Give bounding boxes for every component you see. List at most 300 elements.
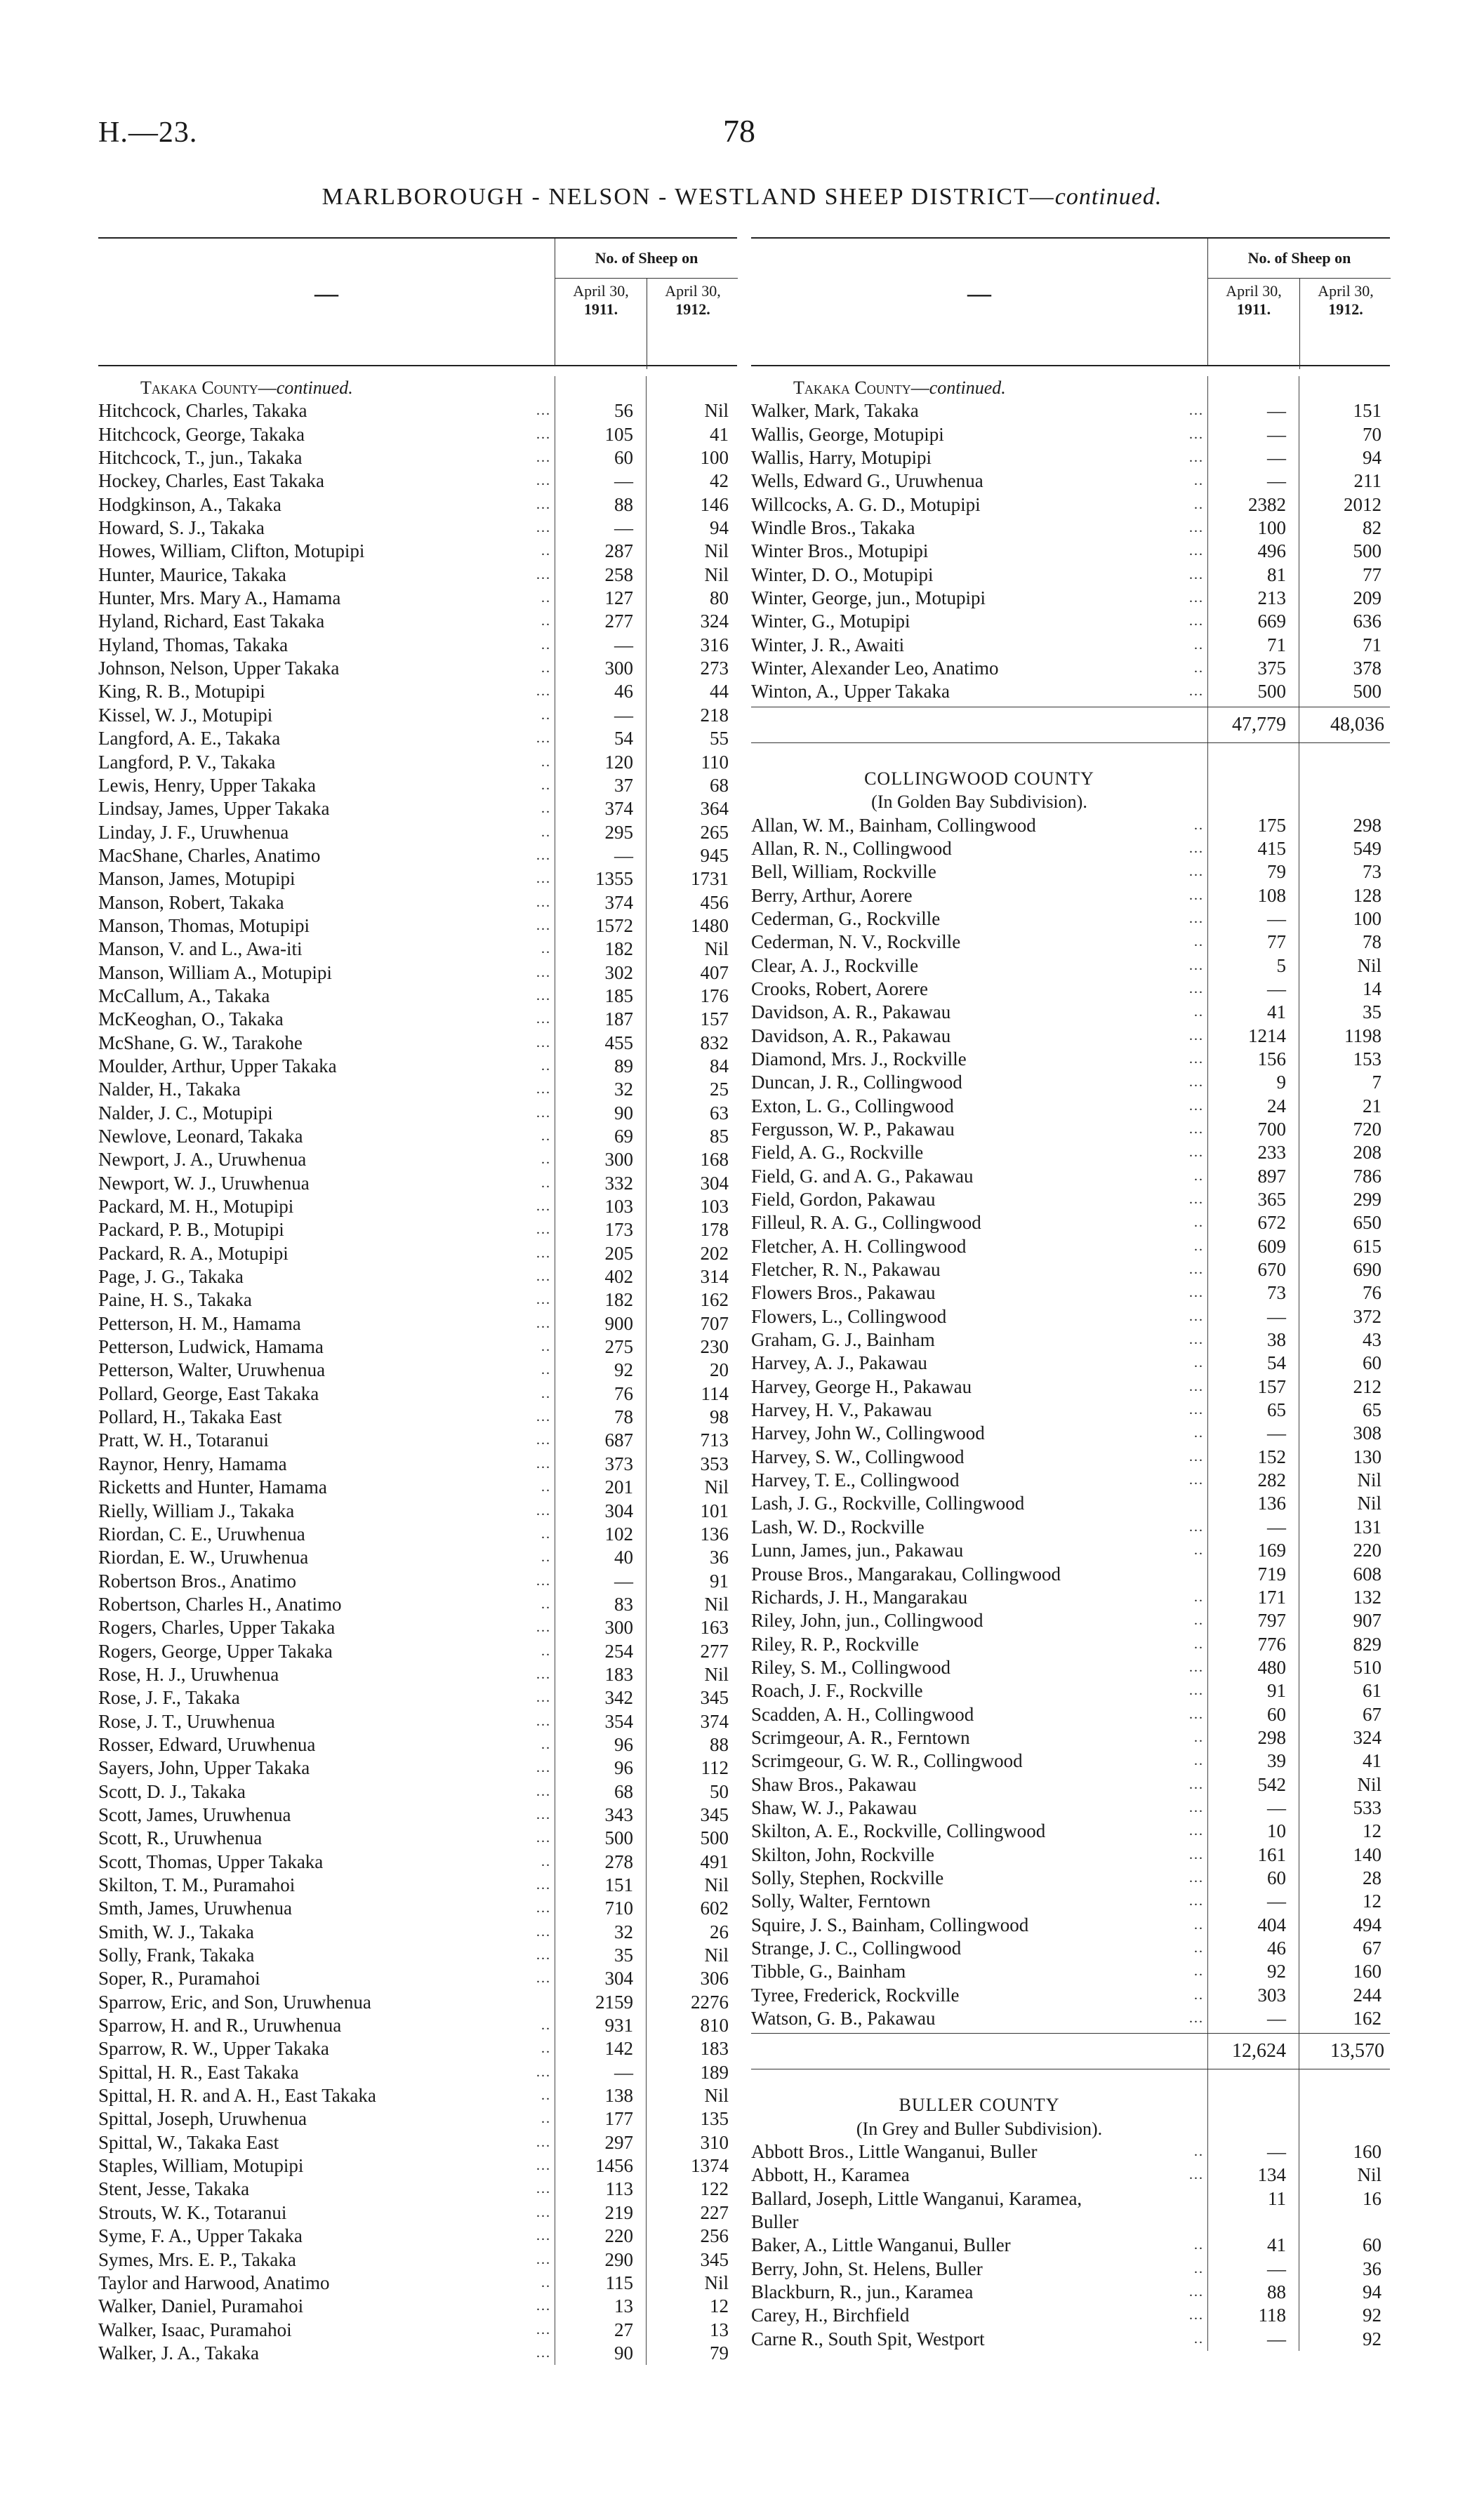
leader-dots: ...: [1189, 887, 1204, 903]
leader-dots: ...: [1189, 1074, 1204, 1091]
table-row: [751, 2304, 1390, 2327]
year2-date: April 30,: [665, 282, 721, 300]
owner-name: Hitchcock, T., jun., Takaka: [98, 447, 303, 469]
sheep-1911: 185: [604, 985, 633, 1006]
owner-name: Field, A. G., Rockville: [751, 1142, 924, 1164]
leader-dots: ..: [541, 1853, 551, 1869]
sheep-1911: 496: [1257, 540, 1286, 562]
table-row: [98, 1851, 737, 1874]
leader-dots: ..: [541, 2088, 551, 2104]
sheep-1911: —: [1267, 1305, 1286, 1327]
owner-name: Buller: [751, 2211, 799, 2233]
sheep-1912: 43: [1363, 1329, 1382, 1351]
leader-dots: ..: [541, 2274, 551, 2291]
table-row: [751, 564, 1390, 587]
sheep-1911: 275: [604, 1336, 633, 1358]
owner-name: Manson, William A., Motupipi: [98, 961, 332, 983]
owner-name: Manson, Thomas, Motupipi: [98, 914, 310, 936]
owner-name: Hyland, Richard, East Takaka: [98, 611, 325, 632]
owner-name: Nalder, H., Takaka: [98, 1079, 241, 1100]
owner-name: Spittal, H. R., East Takaka: [98, 2061, 299, 2083]
title-main: MARLBOROUGH - NELSON - WESTLAND SHEEP DISTRICT—: [322, 184, 1055, 210]
owner-name: Robertson, Charles H., Anatimo: [98, 1593, 342, 1615]
sheep-1911: 1355: [595, 868, 633, 890]
leader-dots: ..: [541, 2018, 551, 2034]
owner-name: Paine, H. S., Takaka: [98, 1289, 252, 1311]
leader-dots: ..: [1194, 636, 1204, 653]
sheep-1912: 690: [1353, 1259, 1382, 1281]
sheep-1912: 265: [700, 821, 729, 843]
sheep-1912: 82: [1363, 517, 1382, 539]
leader-dots: ..: [541, 777, 551, 793]
table-row: [751, 446, 1390, 469]
owner-name: Harvey, George H., Pakawau: [751, 1375, 972, 1397]
sheep-1912: 491: [700, 1851, 729, 1872]
table-row: [98, 2084, 737, 2107]
sheep-1912: 1480: [691, 914, 729, 936]
sheep-1912: 132: [1353, 1586, 1382, 1608]
sheep-1911: 298: [1257, 1726, 1286, 1748]
table-row: [98, 1032, 737, 1055]
sheep-1912: 84: [710, 1055, 729, 1076]
sheep-1911: 60: [614, 447, 633, 469]
owner-name: Lash, J. G., Rockville, Collingwood: [751, 1493, 1025, 1514]
sheep-1911: 11: [1268, 2187, 1286, 2209]
sheep-1912: Nil: [1357, 1469, 1382, 1491]
owner-name: Manson, V. and L., Awa-iti: [98, 938, 303, 960]
table-row: [98, 1406, 737, 1429]
table-row: [98, 1359, 737, 1382]
leader-dots: ...: [1189, 1706, 1204, 1722]
sheep-1911: 402: [604, 1266, 633, 1288]
sheep-1912: 163: [700, 1617, 729, 1639]
table-row: [751, 1609, 1390, 1632]
sheep-1911: 32: [614, 1921, 633, 1942]
table-row: [98, 1476, 737, 1499]
table-row: [751, 1422, 1390, 1445]
leader-dots: ...: [536, 1432, 551, 1448]
owner-name: Spittal, W., Takaka East: [98, 2131, 279, 2153]
leader-dots: ...: [1189, 1308, 1204, 1324]
owner-name: Newlove, Leonard, Takaka: [98, 1126, 303, 1147]
owner-name: Moulder, Arthur, Upper Takaka: [98, 1055, 337, 1076]
sheep-1912: 42: [710, 470, 729, 492]
sheep-1911: —: [614, 2061, 633, 2083]
sheep-1911: 342: [604, 1687, 633, 1709]
sheep-1911: 81: [1267, 564, 1286, 585]
sheep-1912: Nil: [704, 938, 729, 960]
table-row: [98, 516, 737, 540]
leader-dots: ..: [541, 1128, 551, 1144]
sheep-1912: 79: [710, 2342, 729, 2364]
sheep-1911: 304: [604, 1968, 633, 1989]
leader-dots: ...: [536, 1034, 551, 1051]
sheep-1911: 669: [1257, 611, 1286, 632]
sheep-1911: 118: [1258, 2305, 1286, 2326]
leader-dots: ...: [1189, 450, 1204, 466]
owner-name: Scadden, A. H., Collingwood: [751, 1703, 974, 1725]
leader-dots: ...: [1189, 1332, 1204, 1348]
table-row: [751, 1914, 1390, 1937]
sheep-1912: 456: [700, 891, 729, 913]
sheep-1911: 297: [604, 2131, 633, 2153]
table-row: [751, 1516, 1390, 1539]
subtotal-row: [751, 707, 1390, 743]
sheep-1912: 55: [710, 728, 729, 749]
sheep-1911: —: [1267, 447, 1286, 469]
leader-dots: ...: [1189, 2284, 1204, 2300]
leader-dots: ...: [536, 1315, 551, 1331]
owner-name: Smith, W. J., Takaka: [98, 1921, 254, 1942]
sheep-1911: 169: [1257, 1540, 1286, 1561]
owner-name: Manson, James, Motupipi: [98, 868, 296, 890]
table-row: [751, 2164, 1390, 2187]
sheep-1912: 2012: [1344, 493, 1382, 515]
leader-dots: ...: [1189, 1823, 1204, 1839]
owner-name: Tyree, Frederick, Rockville: [751, 1984, 960, 2006]
table-row: [751, 1726, 1390, 1749]
leader-dots: ..: [1194, 2260, 1204, 2276]
leader-dots: ...: [536, 2251, 551, 2267]
leader-dots: ..: [1194, 2144, 1204, 2160]
table-row: [98, 2014, 737, 2037]
owner-name: Strange, J. C., Collingwood: [751, 1938, 962, 1959]
owner-name: Scrimgeour, A. R., Ferntown: [751, 1726, 970, 1748]
leader-dots: ...: [536, 1081, 551, 1098]
sheep-1911: 687: [604, 1429, 633, 1451]
owner-name: Tibble, G., Bainham: [751, 1961, 906, 1982]
leader-dots: ...: [1189, 1051, 1204, 1067]
owner-name: Howard, S. J., Takaka: [98, 517, 265, 539]
leader-dots: ..: [541, 1362, 551, 1378]
sheep-1912: 314: [700, 1266, 729, 1288]
sheep-1911: 282: [1257, 1469, 1286, 1491]
leader-dots: ...: [1189, 1659, 1204, 1675]
owner-name: Packard, M. H., Motupipi: [98, 1196, 294, 1218]
sheep-1912: 218: [700, 704, 729, 726]
owner-name: Skilton, John, Rockville: [751, 1844, 935, 1865]
sheep-1912: 378: [1353, 658, 1382, 679]
owner-name: Walker, Mark, Takaka: [751, 400, 919, 422]
table-row: [751, 516, 1390, 540]
table-row: [98, 1756, 737, 1780]
leader-dots: ...: [536, 731, 551, 747]
owner-name: Riordan, E. W., Uruwhenua: [98, 1547, 309, 1568]
leader-dots: ...: [536, 2181, 551, 2197]
sheep-1912: 308: [1353, 1422, 1382, 1444]
sheep-1912: 304: [700, 1172, 729, 1194]
sheep-1911: 41: [1267, 1001, 1286, 1023]
owner-name: Walker, Daniel, Puramahoi: [98, 2295, 304, 2317]
leader-dots: ...: [1189, 1893, 1204, 1909]
owner-name: Lindsay, James, Upper Takaka: [98, 798, 330, 820]
owner-name: Berry, John, St. Helens, Buller: [751, 2258, 983, 2279]
leader-dots: ...: [536, 1713, 551, 1729]
sheep-1911: 278: [604, 1851, 633, 1872]
table-row: [751, 2258, 1390, 2281]
table-row: [98, 1640, 737, 1663]
sheep-1912: 324: [1353, 1726, 1382, 1748]
table-row: [98, 704, 737, 727]
leader-dots: ...: [1189, 590, 1204, 606]
leader-dots: ..: [1194, 1168, 1204, 1184]
sheep-1911: 343: [604, 1804, 633, 1825]
owner-name: Ricketts and Hunter, Hamama: [98, 1476, 327, 1498]
sheep-1911: 88: [614, 493, 633, 515]
table-row: [751, 1235, 1390, 1258]
sheep-1912: Nil: [1357, 1493, 1382, 1514]
table-row: [98, 1242, 737, 1265]
table-row: [751, 1118, 1390, 1141]
table-row: [98, 2295, 737, 2318]
sheep-1911: 1214: [1248, 1025, 1286, 1046]
sheep-1912: 71: [1363, 634, 1382, 655]
year-1911-header: [1208, 282, 1299, 319]
leader-dots: ...: [536, 473, 551, 489]
sheep-1911: 609: [1257, 1235, 1286, 1257]
owner-name: Langford, A. E., Takaka: [98, 728, 281, 749]
sheep-1912: 130: [1353, 1446, 1382, 1467]
sheep-1911: 77: [1267, 931, 1286, 953]
table-row: [751, 1586, 1390, 1609]
leader-dots: ..: [1194, 1753, 1204, 1769]
sheep-1912: 306: [700, 1968, 729, 1989]
sheep-1911: 205: [604, 1242, 633, 1264]
sheep-1911: 120: [604, 751, 633, 773]
sheep-1912: 162: [1353, 2008, 1382, 2029]
sheep-1911: 76: [614, 1382, 633, 1404]
owner-name: Winter, J. R., Awaiti: [751, 634, 905, 655]
leader-dots: ...: [536, 684, 551, 700]
sheep-1911: 300: [604, 658, 633, 679]
owner-name: Spittal, Joseph, Uruwhenua: [98, 2108, 307, 2130]
owner-name: Manson, Robert, Takaka: [98, 891, 284, 913]
sheep-1912: 25: [710, 1079, 729, 1100]
leader-dots: ...: [536, 2321, 551, 2338]
sheep-1911: —: [1267, 470, 1286, 492]
owner-name: Rogers, Charles, Upper Takaka: [98, 1617, 336, 1639]
sheep-1912: 100: [1353, 907, 1382, 929]
owner-name: Scott, R., Uruwhenua: [98, 1827, 263, 1849]
sheep-1911: 258: [604, 564, 633, 585]
leader-dots: ...: [536, 1105, 551, 1121]
leader-dots: ...: [1189, 1121, 1204, 1137]
table-row: [98, 1265, 737, 1288]
leader-dots: ...: [1189, 1285, 1204, 1301]
leader-dots: ...: [536, 2228, 551, 2244]
owner-name: Scrimgeour, G. W. R., Collingwood: [751, 1750, 1023, 1772]
owner-name: Howes, William, Clifton, Motupipi: [98, 540, 365, 562]
table-row: [98, 1148, 737, 1171]
sheep-1912: 41: [1363, 1750, 1382, 1772]
table-row: [751, 423, 1390, 446]
sheep-1912: 73: [1363, 861, 1382, 883]
sheep-1912: Nil: [704, 540, 729, 562]
sheep-1911: 710: [604, 1898, 633, 1919]
owner-name: Exton, L. G., Collingwood: [751, 1095, 954, 1116]
leader-dots: ..: [541, 543, 551, 559]
sheep-1912: 212: [1353, 1375, 1382, 1397]
sheep-1912: 67: [1363, 1703, 1382, 1725]
table-row: [751, 2140, 1390, 2164]
sheep-1912: 1198: [1344, 1025, 1382, 1046]
table-row: [98, 1710, 737, 1733]
table-row: [751, 1796, 1390, 1820]
owner-name: Hockey, Charles, East Takaka: [98, 470, 324, 492]
sheep-1911: —: [1267, 400, 1286, 422]
leader-dots: ..: [541, 801, 551, 817]
sheep-1911: 295: [604, 821, 633, 843]
table-row: [98, 564, 737, 587]
table-row: [751, 2007, 1390, 2030]
sheep-1912: 786: [1353, 1165, 1382, 1187]
no-of-sheep-label: No. of Sheep on: [555, 239, 738, 279]
sheep-1911: 373: [604, 1453, 633, 1474]
leader-dots: ...: [1189, 1192, 1204, 1207]
section-heading-text: Takaka County—continued.: [793, 378, 1006, 398]
sheep-1911: 220: [604, 2225, 633, 2247]
leader-dots: ..: [1194, 1004, 1204, 1020]
leader-dots: ..: [1194, 496, 1204, 512]
owner-name: Hunter, Maurice, Takaka: [98, 564, 286, 585]
year1-year: 1911.: [1236, 300, 1271, 318]
table-row: [98, 2201, 737, 2225]
owner-name: Wallis, George, Motupipi: [751, 423, 944, 445]
sheep-1912: Nil: [1357, 954, 1382, 976]
sheep-1911: —: [1267, 2141, 1286, 2163]
leader-dots: ...: [1189, 1262, 1204, 1278]
owner-name: Cederman, N. V., Rockville: [751, 931, 961, 953]
sheep-1911: 96: [614, 1733, 633, 1755]
owner-name: Blackburn, R., jun., Karamea: [751, 2281, 974, 2303]
table-row: [751, 1773, 1390, 1796]
sheep-1912: 28: [1363, 1867, 1382, 1888]
leader-dots: ...: [536, 1666, 551, 1682]
sheep-1912: 44: [710, 681, 729, 702]
owner-name: Winter Bros., Motupipi: [751, 540, 929, 562]
owner-name: Pratt, W. H., Totaranui: [98, 1429, 269, 1451]
owner-name: Riordan, C. E., Uruwhenua: [98, 1523, 305, 1545]
sheep-1912: 1731: [691, 868, 729, 890]
sheep-1912: 316: [700, 634, 729, 655]
owner-name: Squire, J. S., Bainham, Collingwood: [751, 1914, 1029, 1935]
sheep-1911: 404: [1257, 1914, 1286, 1935]
leader-dots: ...: [1189, 864, 1204, 880]
sheep-1911: 2382: [1248, 493, 1286, 515]
sheep-1911: 39: [1267, 1750, 1286, 1772]
owner-name: Graham, G. J., Bainham: [751, 1329, 935, 1351]
owner-name: Petterson, Ludwick, Hamama: [98, 1336, 324, 1358]
table-row: [751, 1281, 1390, 1305]
sheep-1912: 14: [1363, 978, 1382, 999]
sheep-1912: 88: [710, 1733, 729, 1755]
leader-dots: ...: [1189, 2307, 1204, 2324]
leader-dots: ...: [536, 1199, 551, 1215]
leader-dots: ..: [1194, 1964, 1204, 1980]
sheep-1911: 254: [604, 1640, 633, 1662]
owner-name: Taylor and Harwood, Anatimo: [98, 2272, 330, 2293]
sheep-1911: 177: [604, 2108, 633, 2130]
owner-name: Newport, W. J., Uruwhenua: [98, 1172, 310, 1194]
owner-name: Wells, Edward G., Uruwhenua: [751, 470, 983, 492]
sheep-1912: 707: [700, 1312, 729, 1334]
sheep-1911: —: [614, 634, 633, 655]
table-row: [98, 2225, 737, 2248]
sheep-1912: 12: [1363, 1820, 1382, 1842]
owner-name: Sayers, John, Upper Takaka: [98, 1757, 310, 1779]
table-row: [98, 1195, 737, 1218]
table-row: [751, 1984, 1390, 2007]
table-row: [98, 2272, 737, 2295]
table-row: [98, 774, 737, 797]
sheep-1911: 287: [604, 540, 633, 562]
table-row: [98, 1663, 737, 1686]
section-heading: [751, 376, 1390, 399]
table-row: [98, 1008, 737, 1031]
sheep-1912: 500: [700, 1827, 729, 1849]
sheep-1912: 92: [1363, 2328, 1382, 2349]
sheep-1912: 136: [700, 1523, 729, 1545]
leader-dots: ..: [541, 660, 551, 676]
name-column-header: —: [967, 281, 991, 307]
sheep-1911: 187: [604, 1008, 633, 1030]
owner-name: MacShane, Charles, Anatimo: [98, 844, 321, 866]
left-table-body: [98, 376, 737, 2365]
sheep-1911: 134: [1257, 2164, 1286, 2186]
owner-name: Petterson, H. M., Hamama: [98, 1312, 301, 1334]
leader-dots: ..: [1194, 817, 1204, 833]
table-row: [98, 1827, 737, 1850]
leader-dots: ..: [541, 824, 551, 840]
sheep-1911: 60: [1267, 1867, 1286, 1888]
county-heading: COLLINGWOOD COUNTY: [864, 768, 1094, 789]
owner-name: Davidson, A. R., Pakawau: [751, 1025, 951, 1046]
table-row: [751, 634, 1390, 657]
leader-dots: ...: [1189, 1683, 1204, 1699]
sheep-1911: 5: [1276, 954, 1286, 976]
sheep-1912: 94: [1363, 447, 1382, 469]
subtotal-row: [751, 2033, 1390, 2069]
sheep-1912: 157: [700, 1008, 729, 1030]
sheep-1912: Nil: [704, 2085, 729, 2107]
sheep-1912: 230: [700, 1336, 729, 1358]
table-row: [751, 978, 1390, 1001]
sheep-1911: 65: [1267, 1399, 1286, 1421]
table-row: [751, 1820, 1390, 1843]
year2-year: 1912.: [675, 300, 710, 318]
owner-name: Shaw Bros., Pakawau: [751, 1773, 917, 1795]
sheep-1911: 60: [1267, 1703, 1286, 1725]
table-row: [98, 2178, 737, 2201]
table-header: [98, 239, 737, 366]
table-row: [98, 1570, 737, 1593]
owner-name: Riley, R. P., Rockville: [751, 1633, 920, 1655]
sheep-1912: 13: [710, 2319, 729, 2340]
table-row: [751, 884, 1390, 907]
owner-name: Carne R., South Spit, Westport: [751, 2328, 985, 2349]
owner-name: Allan, R. N., Collingwood: [751, 837, 952, 859]
leader-dots: ..: [1194, 1729, 1204, 1745]
sheep-1911: —: [1267, 1891, 1286, 1912]
table-row: [751, 540, 1390, 563]
leader-dots: ...: [536, 1573, 551, 1589]
sheep-1911: 41: [1267, 2234, 1286, 2256]
sheep-1912: Nil: [704, 1476, 729, 1498]
sheep-1911: 300: [604, 1149, 633, 1171]
leader-dots: ...: [536, 987, 551, 1004]
leader-dots: ...: [536, 1269, 551, 1285]
sheep-1911: 1572: [595, 914, 633, 936]
